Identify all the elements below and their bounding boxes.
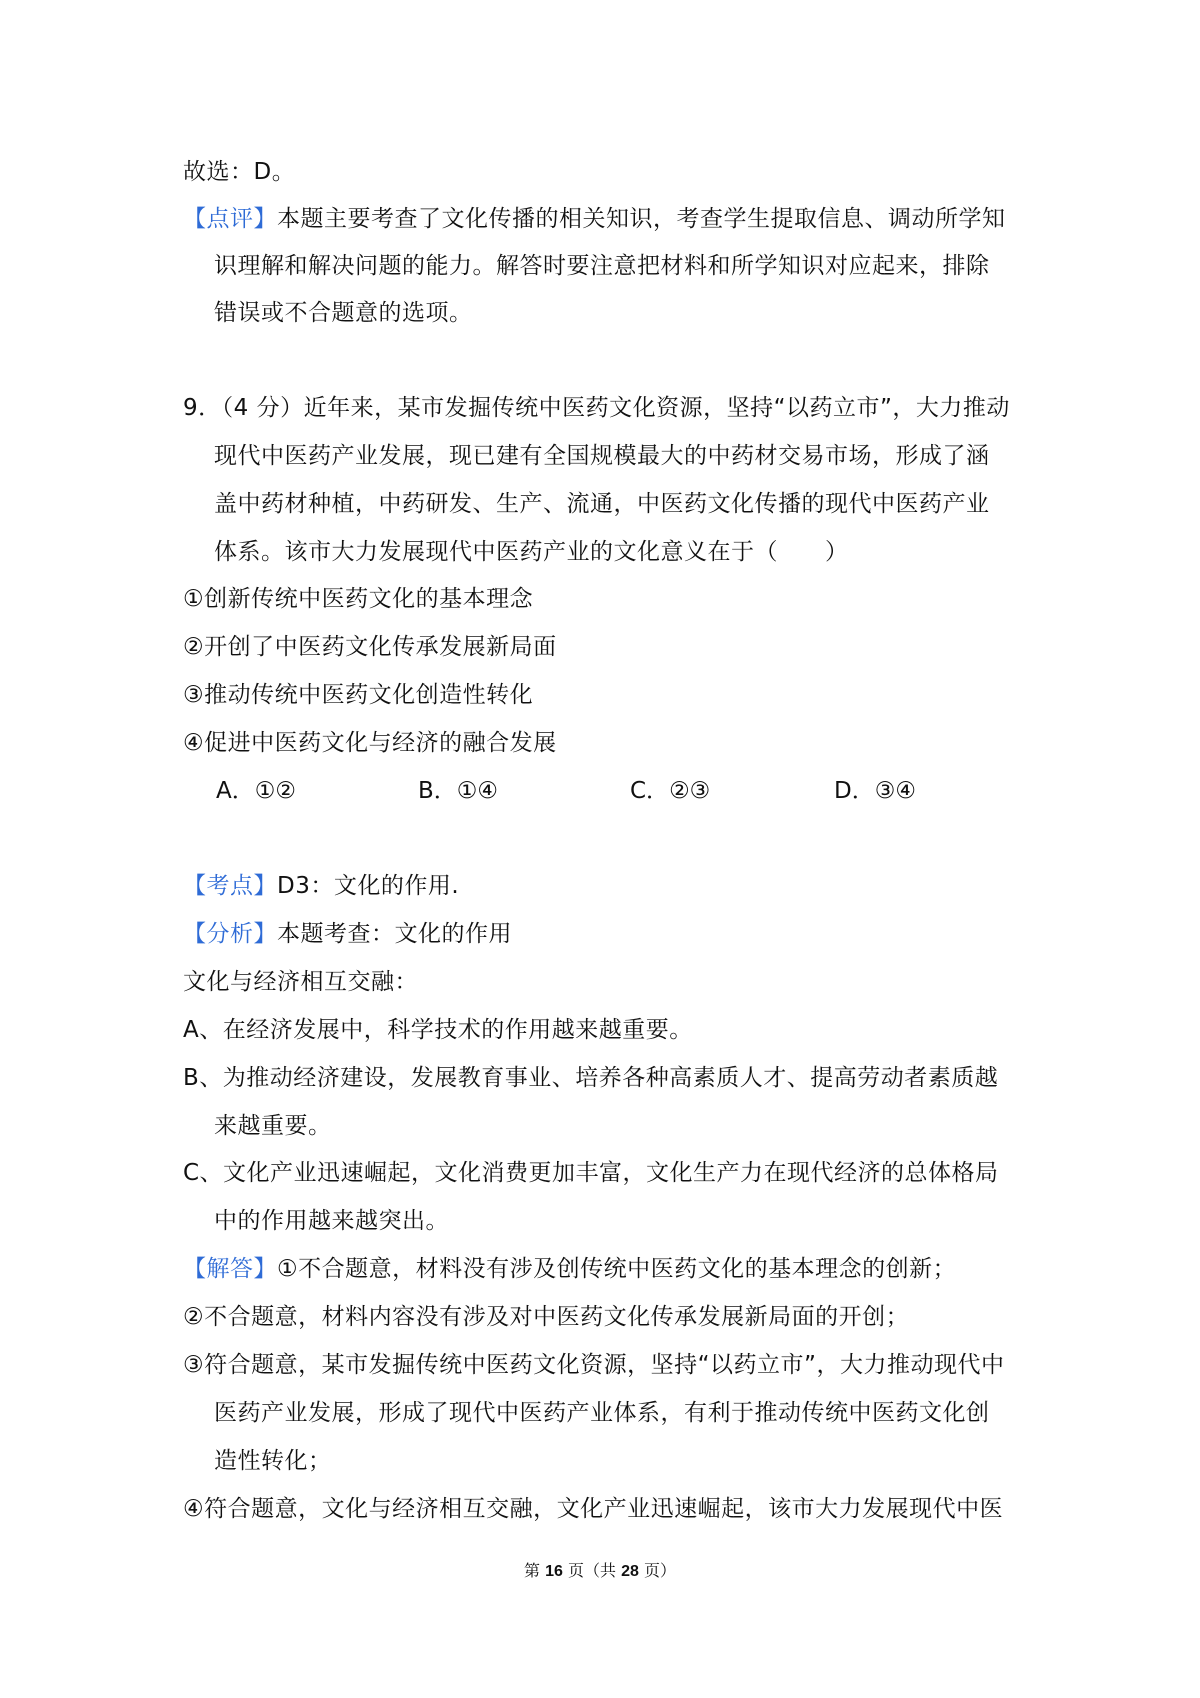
previous-answer: 故选：D。 bbox=[183, 159, 296, 185]
page-number: 16 bbox=[545, 1563, 563, 1580]
statement-3: ③推动传统中医药文化创造性转化 bbox=[183, 682, 534, 708]
question-stem-line-3: 盖中药材种植，中药研发、生产、流通，中医药文化传播的现代中医药产业 bbox=[214, 491, 990, 517]
option-d: D．③④ bbox=[834, 778, 916, 804]
review-tag: 【点评】 bbox=[183, 206, 277, 232]
statement-2: ②开创了中医药文化传承发展新局面 bbox=[183, 634, 557, 660]
question-stem-line-1: 9．（4 分）近年来，某市发掘传统中医药文化资源，坚持“以药立市”，大力推动 bbox=[183, 395, 1010, 421]
fenxi-line: 【分析】本题考查：文化的作用 bbox=[183, 921, 512, 947]
statement-4: ④促进中医药文化与经济的融合发展 bbox=[183, 730, 557, 756]
question-stem-line-4: 体系。该市大力发展现代中医药产业的文化意义在于（ ） bbox=[214, 539, 849, 565]
page-footer: 第 16 页（共 28 页） bbox=[523, 1561, 676, 1580]
fenxi-detail-2: A、在经济发展中，科学技术的作用越来越重要。 bbox=[183, 1017, 693, 1043]
jieda-detail-1: ②不合题意，材料内容没有涉及对中医药文化传承发展新局面的开创； bbox=[183, 1304, 910, 1330]
option-b: B．①④ bbox=[418, 778, 499, 804]
jieda-line: 【解答】①不合题意，材料没有涉及创传统中医药文化的基本理念的创新； bbox=[183, 1256, 957, 1282]
kaodian-line: 【考点】D3：文化的作用. bbox=[183, 873, 460, 899]
fenxi-detail-1: 文化与经济相互交融： bbox=[183, 969, 418, 995]
jieda-detail-5: ④符合题意，文化与经济相互交融，文化产业迅速崛起，该市大力发展现代中医 bbox=[183, 1496, 1004, 1522]
fenxi-detail-6: 中的作用越来越突出。 bbox=[214, 1208, 449, 1234]
fenxi-detail-3: B、为推动经济建设，发展教育事业、培养各种高素质人才、提高劳动者素质越 bbox=[183, 1065, 999, 1091]
jieda-detail-2: ③符合题意，某市发掘传统中医药文化资源，坚持“以药立市”，大力推动现代中 bbox=[183, 1352, 1005, 1378]
fenxi-detail-4: 来越重要。 bbox=[214, 1113, 332, 1139]
kaodian-tag: 【考点】 bbox=[183, 873, 277, 899]
fenxi-tag: 【分析】 bbox=[183, 921, 277, 947]
review-line-1: 【点评】本题主要考查了文化传播的相关知识，考查学生提取信息、调动所学知 bbox=[183, 206, 1006, 232]
option-c: C．②③ bbox=[630, 778, 711, 804]
review-line-3: 错误或不合题意的选项。 bbox=[214, 300, 473, 326]
question-stem-line-2: 现代中医药产业发展，现已建有全国规模最大的中药材交易市场，形成了涵 bbox=[214, 443, 990, 469]
jieda-detail-3: 医药产业发展，形成了现代中医药产业体系，有利于推动传统中医药文化创 bbox=[214, 1400, 990, 1426]
option-a: A．①② bbox=[216, 778, 296, 804]
jieda-detail-4: 造性转化； bbox=[214, 1448, 332, 1474]
statement-1: ①创新传统中医药文化的基本理念 bbox=[183, 586, 534, 612]
question-number: 9． bbox=[183, 395, 222, 421]
review-line-2: 识理解和解决问题的能力。解答时要注意把材料和所学知识对应起来，排除 bbox=[214, 253, 990, 279]
page-total: 28 bbox=[621, 1563, 639, 1580]
fenxi-detail-5: C、文化产业迅速崛起，文化消费更加丰富，文化生产力在现代经济的总体格局 bbox=[183, 1160, 999, 1186]
jieda-tag: 【解答】 bbox=[183, 1256, 277, 1282]
